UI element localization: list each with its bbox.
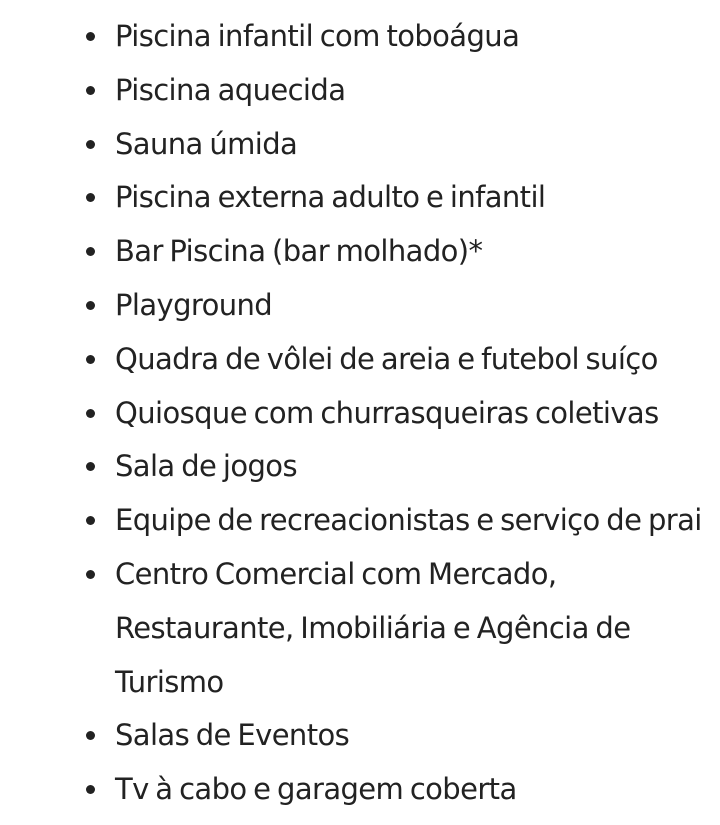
bullet-icon	[86, 86, 95, 95]
bullet-icon	[86, 516, 95, 525]
list-item	[115, 387, 720, 441]
list-item-text: Piscina infantil com toboágua	[115, 19, 520, 53]
list-item	[115, 333, 720, 387]
list-item-text: Equipe de recreacionistas e serviço de prai	[115, 503, 702, 538]
bullet-icon	[86, 355, 95, 364]
list-item	[115, 494, 720, 548]
bullet-icon	[86, 409, 95, 418]
bullet-icon	[86, 193, 95, 202]
list-item-text: Bar Piscina (bar molhado)*	[115, 234, 483, 269]
list-item	[115, 548, 675, 709]
bullet-icon	[86, 462, 95, 471]
list-item-text: Piscina aquecida	[115, 72, 346, 107]
list-item	[115, 10, 720, 64]
bullet-icon	[86, 32, 95, 41]
list-item	[115, 440, 720, 494]
list-item	[115, 118, 720, 172]
list-item-text: Quiosque com churrasqueiras coletivas	[115, 395, 659, 430]
bullet-icon	[86, 247, 95, 256]
list-item-text: Tv à cabo e garagem coberta	[115, 772, 517, 807]
list-item-text: Playground	[115, 287, 273, 322]
list-item	[115, 279, 720, 333]
bullet-icon	[86, 570, 95, 579]
list-item	[115, 709, 720, 763]
list-item-text: Sauna úmida	[115, 126, 298, 161]
list-item-text: Centro Comercial com Mercado, Restaurante, Imobiliária e Agência de Turismo	[115, 556, 631, 699]
amenities-list	[115, 10, 720, 817]
bullet-icon	[86, 140, 95, 149]
list-item	[115, 225, 720, 279]
list-item-text: Salas de Eventos	[115, 718, 350, 753]
list-item	[115, 64, 720, 118]
list-item	[115, 763, 720, 817]
list-item-text: Piscina externa adulto e infantil	[115, 180, 546, 215]
bullet-icon	[86, 731, 95, 740]
bullet-icon	[86, 785, 95, 794]
list-item	[115, 171, 720, 225]
list-item-text: Sala de jogos	[115, 449, 297, 484]
bullet-icon	[86, 301, 95, 310]
list-item-text: Quadra de vôlei de areia e futebol suíço	[115, 341, 658, 376]
